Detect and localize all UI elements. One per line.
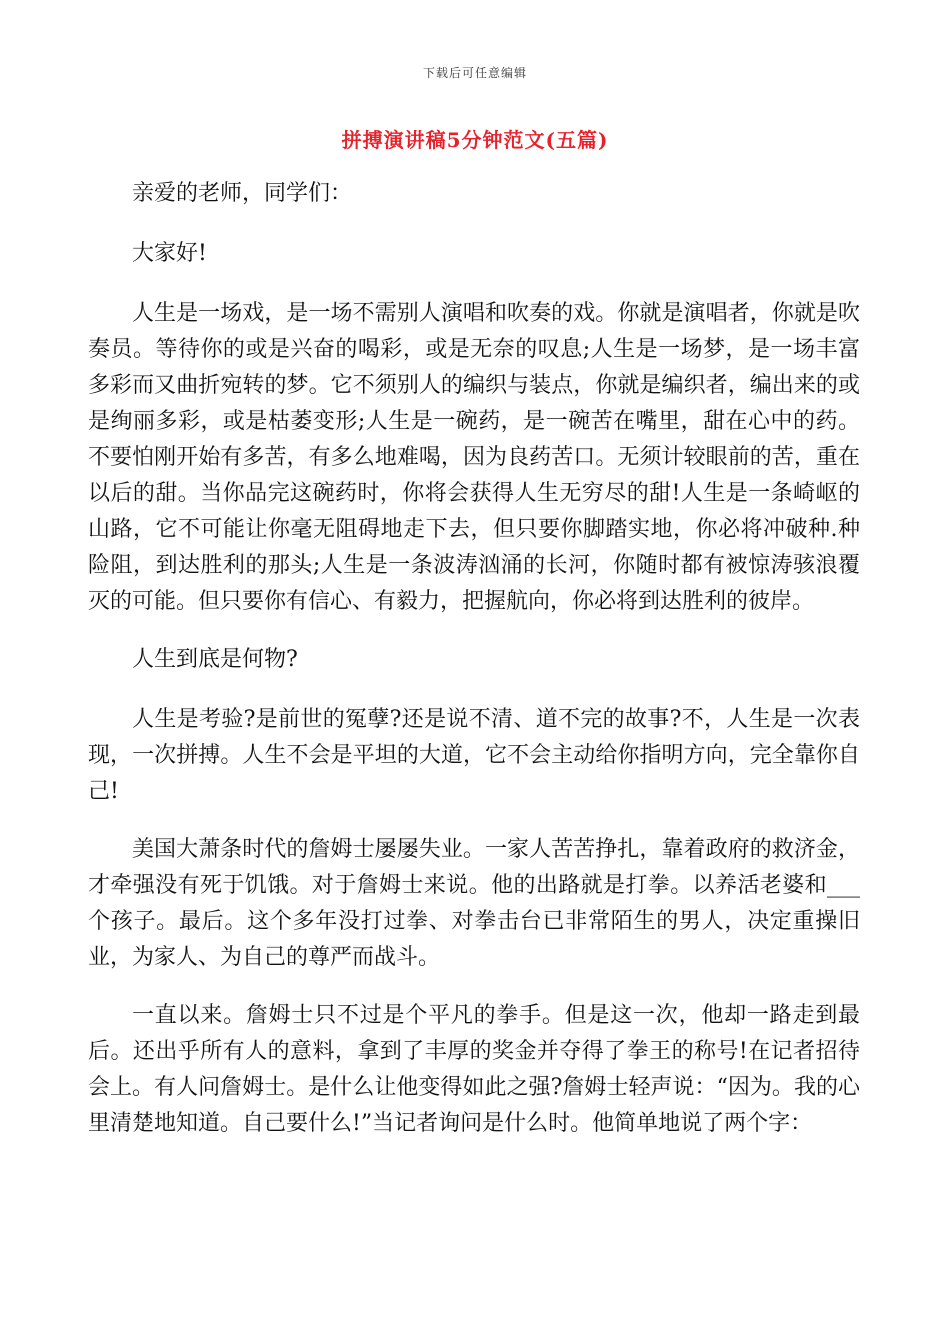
body-paragraph: 人生是考验?是前世的冤孽?还是说不清、道不完的故事?不，人生是一次表现，一次拼搏。人生不会是平坦的大道，它不会主动给你指明方向，完全靠你自己! [88,707,860,804]
body-paragraph: 美国大萧条时代的詹姆士屡屡失业。一家人苦苦挣扎，靠着政府的救济金，才牵强没有死于饥饿。对于詹姆士来说。他的出路就是打拳。以养活老婆和___个孩子。最后。这个多年没打过拳、对拳击台已非常陌生的男人，决定重操旧业，为家人、为自己的尊严而战斗。 [88,837,860,970]
body-paragraph: 一直以来。詹姆士只不过是个平凡的拳手。但是这一次，他却一路走到最后。还出乎所有人的意料，拿到了丰厚的奖金并夺得了拳王的称号!在记者招待会上。有人问詹姆士。是什么让他变得如此之强?詹姆士轻声说：“因为。我的心里清楚地知道。自己要什么!”当记者询问是什么时。他简单地说了两个字： [88,1003,860,1136]
salutation-paragraph: 大家好! [132,241,207,266]
body-paragraph: 人生是一场戏，是一场不需别人演唱和吹奏的戏。你就是演唱者，你就是吹奏员。等待你的或是兴奋的喝彩，或是无奈的叹息;人生是一场梦，是一场丰富多彩而又曲折宛转的梦。它不须别人的编织与装点，你就是编织者，编出来的或是绚丽多彩，或是枯萎变形;人生是一碗药，是一碗苦在嘴里，甜在心中的药。不要怕刚开始有多苦，有多么地难喝，因为良药苦口。无须计较眼前的苦，重在以后的甜。当你品完这碗药时，你将会获得人生无穷尽的甜!人生是一条崎岖的山路，它不可能让你毫无阻碍地走下去，但只要你脚踏实地，你必将冲破种.种险阻，到达胜利的那头;人生是一条波涛汹涌的长河，你随时都有被惊涛骇浪覆灭的可能。但只要你有信心、有毅力，把握航向，你必将到达胜利的彼岸。 [88,301,860,614]
document-body [88,176,860,1164]
greeting-paragraph: 亲爱的老师，同学们： [132,181,353,206]
question-paragraph: 人生到底是何物? [132,647,298,672]
page-header-note: 下载后可任意编辑 [422,66,527,80]
document-title: 拼搏演讲稿5分钟范文(五篇) [341,128,609,152]
